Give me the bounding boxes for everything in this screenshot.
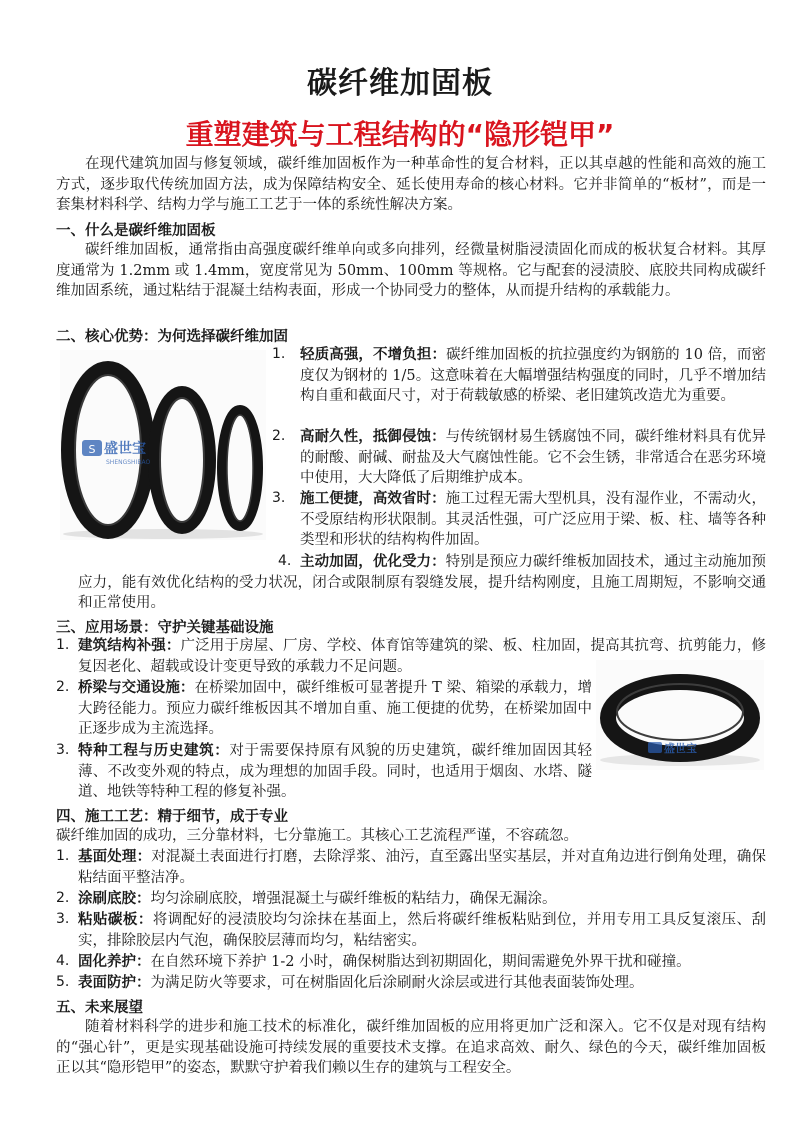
carbon-plate-coil-photo bbox=[596, 660, 764, 770]
advantage-2-number: 2. bbox=[272, 428, 286, 444]
process-5-lead: 表面防护： bbox=[78, 975, 151, 991]
advantage-3-lead: 施工便捷，高效省时： bbox=[300, 491, 446, 507]
process-1 bbox=[78, 847, 766, 888]
process-2 bbox=[78, 889, 766, 910]
advantage-2-lead: 高耐久性，抵御侵蚀： bbox=[300, 429, 446, 445]
application-2-lead: 桥梁与交通设施： bbox=[78, 680, 195, 696]
advantage-1-text: 碳纤维加固板的抗拉强度约为钢筋的 10 倍，而密度仅为钢材的 1/5。这意味着在大幅增强结构强度的同时，几乎不增加结构自重和截面尺寸，对于荷载敏感的桥梁、老旧建筑改造尤为重要。 bbox=[300, 347, 766, 405]
advantage-4-text: 特别是预应力碳纤维板加固技术，通过主动施加预应力，能有效优化结构的受力状况，闭合或限制原有裂缝发展，提升结构刚度，且施工周期短，不影响交通和正常使用。 bbox=[78, 554, 767, 612]
photo2-watermark: 盛世宝 bbox=[664, 742, 697, 755]
section4-intro: 碳纤维加固的成功，三分靠材料，七分靠施工。其核心工艺流程严谨，不容疏忽。 bbox=[56, 828, 578, 844]
process-4 bbox=[78, 952, 766, 973]
process-2-lead: 涂刷底胶： bbox=[78, 891, 151, 907]
advantage-1 bbox=[300, 345, 766, 407]
application-2-number: 2. bbox=[56, 679, 70, 695]
section4-heading: 四、施工工艺：精于细节，成于专业 bbox=[56, 809, 288, 825]
carbon-plate-coils-photo bbox=[60, 350, 266, 540]
application-3-text: 对于需要保持原有风貌的历史建筑，碳纤维加固因其轻薄、不改变外观的特点，成为理想的加固手段。同时，也适用于烟囱、水塔、隧道、地铁等特种工程的修复补强。 bbox=[78, 743, 593, 801]
application-3-lead: 特种工程与历史建筑： bbox=[78, 743, 230, 759]
advantage-4 bbox=[78, 552, 766, 614]
process-5-text: 为满足防火等要求，可在树脂固化后涂刷耐火涂层或进行其他表面装饰处理。 bbox=[150, 975, 644, 991]
process-4-number: 4. bbox=[56, 953, 70, 969]
intro-paragraph: 在现代建筑加固与修复领域，碳纤维加固板作为一种革命性的复合材料，正以其卓越的性能和高效的施工方式，逐步取代传统加固方法，成为保障结构安全、延长使用寿命的核心材料。它并非简单的“板材”，而是一套集材料科学、结构力学与施工工艺于一体的系统性解决方案。 bbox=[56, 156, 766, 214]
section5-heading: 五、未来展望 bbox=[56, 1000, 143, 1016]
photo1-watermark: 盛世宝 bbox=[104, 441, 146, 457]
svg-text:S: S bbox=[88, 443, 96, 456]
process-2-number: 2. bbox=[56, 890, 70, 906]
process-3-number: 3. bbox=[56, 911, 70, 927]
section1-heading: 一、什么是碳纤维加固板 bbox=[56, 223, 216, 239]
application-2 bbox=[78, 678, 592, 740]
advantage-3 bbox=[300, 489, 766, 551]
document-subtitle: 重塑建筑与工程结构的“隐形铠甲” bbox=[185, 118, 615, 151]
application-1-text: 广泛用于房屋、厂房、学校、体育馆等建筑的梁、板、柱加固，提高其抗弯、抗剪能力，修复因老化、超载或设计变更导致的承载力不足问题。 bbox=[78, 638, 767, 675]
process-1-number: 1. bbox=[56, 848, 70, 864]
photo1-watermark-sub: SHENGSHIBAO bbox=[106, 459, 151, 466]
process-3 bbox=[78, 910, 766, 951]
process-5-number: 5. bbox=[56, 974, 70, 990]
advantage-1-lead: 轻质高强，不增负担： bbox=[300, 347, 447, 363]
section1-paragraph: 碳纤维加固板，通常指由高强度碳纤维单向或多向排列，经微量树脂浸渍固化而成的板状复合材料。其厚度通常为 1.2mm 或 1.4mm，宽度常见为 50mm、100mm 等规格。它与配套的浸渍胶、底胶共同构成碳纤维加固系统，通过粘结于混凝土结构表面，形成一个协同受力的整体，从而提升结构的承载能力。 bbox=[56, 242, 766, 300]
process-4-lead: 固化养护： bbox=[78, 954, 151, 970]
process-2-text: 均匀涂刷底胶，增强混凝土与碳纤维板的粘结力，确保无漏涂。 bbox=[150, 891, 557, 907]
process-4-text: 在自然环境下养护 1-2 小时，确保树脂达到初期固化，期间需避免外界干扰和碰撞。 bbox=[150, 954, 691, 970]
process-3-text: 将调配好的浸渍胶均匀涂抹在基面上，然后将碳纤维板粘贴到位，并用专用工具反复滚压、刮实，排除胶层内气泡，确保胶层薄而均匀，粘结密实。 bbox=[78, 912, 767, 949]
advantage-4-number: 4. bbox=[278, 553, 292, 569]
advantage-3-number: 3. bbox=[272, 490, 286, 506]
section2-heading: 二、核心优势：为何选择碳纤维加固 bbox=[56, 329, 288, 345]
application-3 bbox=[78, 741, 592, 803]
application-2-text: 在桥梁加固中，碳纤维板可显著提升 T 梁、箱梁的承载力，增大跨径能力。预应力碳纤维板因其不增加自重、施工便捷的优势，在桥梁加固中正逐步成为主流选择。 bbox=[78, 680, 592, 738]
process-1-lead: 基面处理： bbox=[78, 849, 152, 865]
application-1-number: 1. bbox=[56, 637, 70, 653]
advantage-4-lead: 主动加固，优化受力： bbox=[300, 554, 446, 570]
advantage-2-text: 与传统钢材易生锈腐蚀不同，碳纤维材料具有优异的耐酸、耐碱、耐盐及大气腐蚀性能。它不会生锈，非常适合在恶劣环境中使用，大大降低了后期维护成本。 bbox=[300, 429, 767, 487]
advantage-2 bbox=[300, 427, 766, 489]
process-1-text: 对混凝土表面进行打磨，去除浮浆、油污，直至露出坚实基层，并对直角边进行倒角处理，确保粘结面平整洁净。 bbox=[78, 849, 767, 886]
application-1-lead: 建筑结构补强： bbox=[78, 638, 181, 654]
process-5 bbox=[78, 973, 766, 994]
process-3-lead: 粘贴碳板： bbox=[78, 912, 153, 928]
advantage-1-number: 1. bbox=[272, 346, 286, 362]
section5-paragraph: 随着材料科学的进步和施工技术的标准化，碳纤维加固板的应用将更加广泛和深入。它不仅是对现有结构的“强心针”，更是实现基础设施可持续发展的重要技术支撑。在追求高效、耐久、绿色的今天，碳纤维加固板正以其“隐形铠甲”的姿态，默默守护着我们赖以生存的建筑与工程安全。 bbox=[56, 1019, 766, 1077]
document-title: 碳纤维加固板 bbox=[307, 66, 493, 101]
section3-heading: 三、应用场景：守护关键基础设施 bbox=[56, 620, 274, 636]
application-3-number: 3. bbox=[56, 742, 70, 758]
advantage-3-text: 施工过程无需大型机具，没有湿作业，不需动火，不受原结构形状限制。其灵活性强，可广泛应用于梁、板、柱、墙等各种类型和形状的结构构件加固。 bbox=[300, 491, 767, 549]
